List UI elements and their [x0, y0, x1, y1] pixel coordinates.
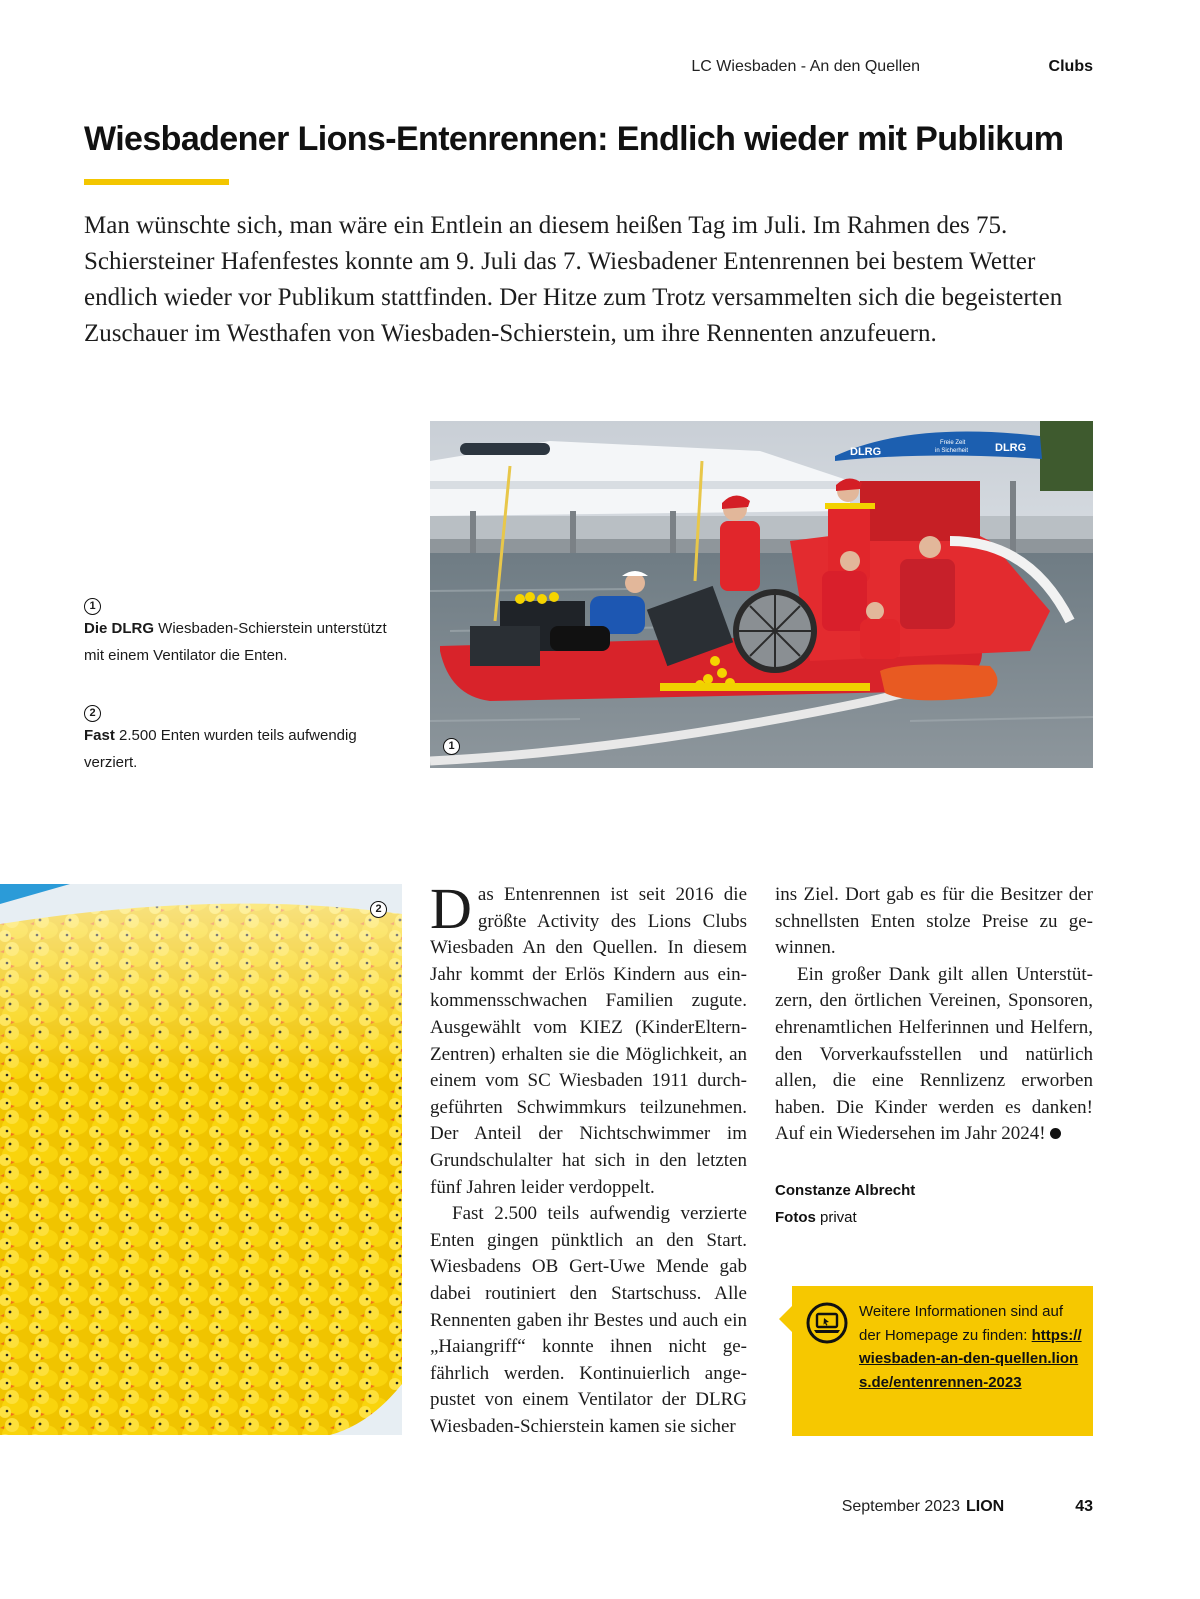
caption-1	[84, 591, 394, 669]
byline-photos-label: Fotos	[775, 1209, 816, 1226]
photo-rubber-ducks	[0, 884, 402, 1435]
header-club-name: LC Wiesbaden - An den Quellen	[691, 58, 920, 75]
caption-1-number: 1	[84, 598, 101, 615]
body-column-2	[775, 882, 1093, 1148]
info-box-message: Weitere Informationen sind auf der Homepage zu finden:	[859, 1303, 1064, 1344]
caption-2-text: 2.500 Enten wurden teils aufwendig verziert.	[84, 727, 357, 771]
title-underline	[84, 179, 229, 185]
info-box-text	[859, 1300, 1084, 1394]
body-paragraph-3-text: Ein großer Dank gilt allen Unterstützern, den örtlichen Vereinen, Sponsoren, ehrenamtlichen Helferinnen und Helfern, den Vorverkaufsstellen und natürlich allen, die eine Rennlizenz erworben haben. Die Kinder werden es danken! Auf ein Wiedersehen im Jahr 2024!	[775, 963, 1093, 1145]
article-title: Wiesbadener Lions-Entenrennen: Endlich wieder mit Publikum	[84, 120, 1064, 158]
laptop-icon	[806, 1302, 848, 1344]
body-column-1	[430, 876, 747, 1440]
footer-issue-date: September 2023	[841, 1498, 960, 1515]
byline-photo-credit: privat	[815, 1209, 857, 1226]
infobox-pointer	[779, 1306, 792, 1332]
body-paragraph-1	[430, 876, 747, 1201]
umbrella-slogan-line1: Freie Zeit	[940, 440, 966, 446]
caption-2-bold: Fast	[84, 727, 115, 744]
caption-1-text: Wiesbaden-Schierstein unterstützt mit einem Ventilator die Enten.	[84, 620, 387, 664]
footer-page-number: 43	[1075, 1498, 1093, 1515]
header-section: Clubs	[1048, 58, 1093, 75]
body-paragraph-3	[775, 962, 1093, 1148]
footer-magazine-name: LION	[966, 1498, 1005, 1515]
end-of-article-icon	[1050, 1128, 1061, 1139]
body-paragraph-2: Fast 2.500 teils aufwendig verzierte Enten gingen pünktlich an den Start. Wiesbadens OB Gert-Uwe Mende gab dabei routiniert den Startschuss. Alle Rennenten gaben ihr Bestes und auch ein „Haiangriff“ konnte ihnen nicht gefährlich werden. Kontinuierlich angepustet von einem Ventilator der DLRG Wiesbaden-Schierstein kamen sie sicher	[430, 1203, 747, 1437]
photo-dlrg-boat	[430, 421, 1093, 768]
caption-2-number: 2	[84, 705, 101, 722]
byline-photos	[775, 1204, 1095, 1231]
body-paragraph-1-text: as Entenrennen ist seit 2016 die größte Activity des Lions Clubs Wiesbaden An den Quellen. In diesem Jahr kommt der Erlös Kindern aus einkommensschwachen Familien zugute. Ausgewählt vom KIEZ (KinderElternZentren) erhalten sie die Möglichkeit, an einem vom SC Wiesbaden 1911 durchgeführten Schwimmkurs teilzunehmen. Der Anteil der Nichtschwimmer im Grundschulalter hat sich in den letzten fünf Jahren leider verdoppelt.	[430, 884, 747, 1198]
article-lead	[84, 208, 1094, 352]
lead-paragraph: Man wünschte sich, man wäre ein Entlein an diesem heißen Tag im Juli. Im Rahmen des 75. Schiersteiner Hafenfestes konnte am 9. Juli das 7. Wiesbadener Entenrennen bei bestem Wetter endlich wieder vor Publikum stattfinden. Der Hitze zum Trotz versammelten sich die begeisterten Zuschauer im Westhafen von Wiesbaden-Schierstein, um ihre Rennenten anzufeuern.	[84, 212, 1063, 347]
photo-dlrg-boat-illustration	[430, 421, 1093, 768]
caption-2	[84, 698, 394, 776]
photo1-badge: 1	[443, 738, 460, 755]
umbrella-slogan-line2: in Sicherheit	[935, 448, 969, 454]
drop-cap: D	[430, 876, 472, 941]
umbrella-logo-left: DLRG	[850, 446, 882, 458]
byline-author: Constanze Albrecht	[775, 1182, 916, 1199]
umbrella-logo-right: DLRG	[995, 442, 1027, 454]
byline	[775, 1177, 1095, 1231]
caption-1-bold: Die DLRG	[84, 620, 155, 637]
homepage-link[interactable]: https://wiesbaden-an-den-quellen.lions.de/entenrennen-2023	[859, 1326, 1082, 1391]
body-paragraph-2-continued: ins Ziel. Dort gab es für die Besitzer der schnellsten Enten stolze Preise zu gewinnen.	[775, 884, 1093, 959]
photo-rubber-ducks-illustration	[0, 884, 402, 1435]
photo2-badge: 2	[370, 901, 387, 918]
